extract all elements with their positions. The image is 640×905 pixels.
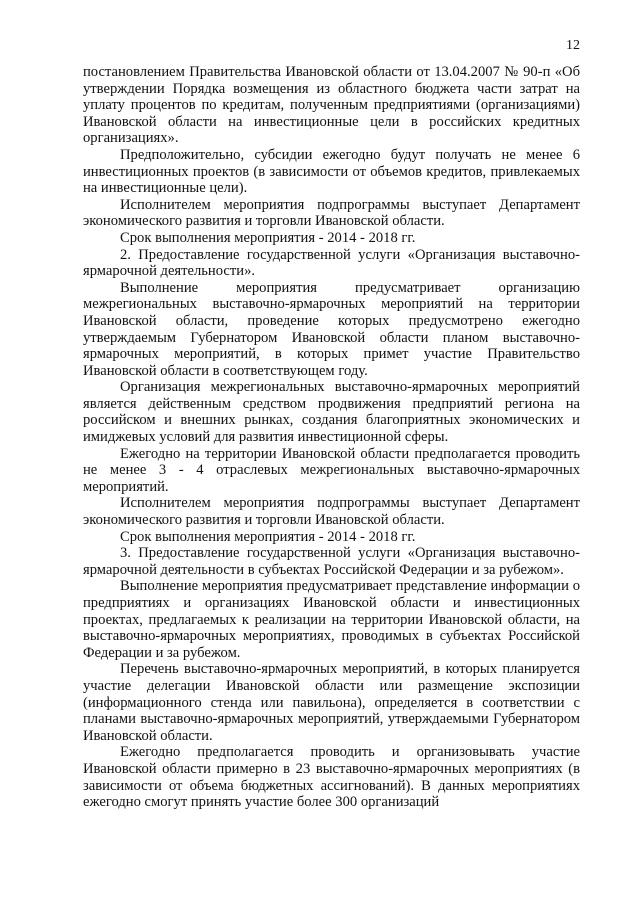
paragraph-5: 2. Предоставление государственной услуги «Организация выставочно-ярмарочной деятельности».	[83, 246, 580, 280]
paragraph-7: Организация межрегиональных выставочно-ярмарочных мероприятий является действенным средством продвижения предприятий региона на российском и внешних рынках, создания благоприятных экономических и имиджевых условий для развития инвестиционной сферы.	[83, 379, 580, 446]
paragraph-11: 3. Предоставление государственной услуги «Организация выставочно-ярмарочной деятельности в субъектах Российской Федерации и за рубежом».	[83, 545, 580, 578]
document-body	[83, 64, 580, 811]
paragraph-3: Исполнителем мероприятия подпрограммы выступает Департамент экономического развития и торговли Ивановской области.	[83, 196, 580, 230]
paragraph-10: Срок выполнения мероприятия - 2014 - 2018 гг.	[120, 528, 416, 545]
page-number: 12	[566, 38, 580, 53]
paragraph-1: постановлением Правительства Ивановской области от 13.04.2007 № 90-п «Об утверждении Порядка возмещения из областного бюджета части затрат на уплату процентов по кредитам, полученным предприятиями (организациями) Ивановской области на инвестиционные цели в российских кредитных организациях».	[83, 64, 580, 147]
paragraph-2: Предположительно, субсидии ежегодно будут получать не менее 6 инвестиционных проектов (в зависимости от объемов кредитов, привлекаемых на инвестиционные цели).	[83, 146, 580, 197]
paragraph-4: Срок выполнения мероприятия - 2014 - 2018 гг.	[120, 229, 416, 246]
paragraph-6: Выполнение мероприятия предусматривает организацию межрегиональных выставочно-ярмарочных мероприятий на территории Ивановской области, проведение которых предусмотрено ежегодно утверждаемым Губернатором Ивановской области планом выставочно-ярмарочных мероприятий, в которых примет участие Правительство Ивановской области в соответствующем году.	[83, 279, 580, 379]
paragraph-14: Ежегодно предполагается проводить и организовывать участие Ивановской области примерно в 23 выставочно-ярмарочных мероприятиях (в зависимости от объема бюджетных ассигнований). В данных мероприятиях ежегодно смогут принять участие более 300 организаций	[83, 744, 580, 811]
paragraph-12: Выполнение мероприятия предусматривает представление информации о предприятиях и организациях Ивановской области и инвестиционных проектах, предлагаемых к реализации на территории Ивановской области, на выставочно-ярмарочных мероприятиях, проводимых в субъектах Российской Федерации и за рубежом.	[83, 578, 580, 661]
paragraph-8: Ежегодно на территории Ивановской области предполагается проводить не менее 3 - 4 отраслевых межрегиональных выставочно-ярмарочных мероприятий.	[83, 445, 580, 495]
paragraph-9: Исполнителем мероприятия подпрограммы выступает Департамент экономического развития и торговли Ивановской области.	[83, 495, 580, 529]
paragraph-13: Перечень выставочно-ярмарочных мероприятий, в которых планируется участие делегации Ивановской области или размещение экспозиции (информационного стенда или павильона), определяется в соответствии с планами выставочно-ярмарочных мероприятий, утверждаемыми Губернатором Ивановской области.	[83, 661, 580, 744]
